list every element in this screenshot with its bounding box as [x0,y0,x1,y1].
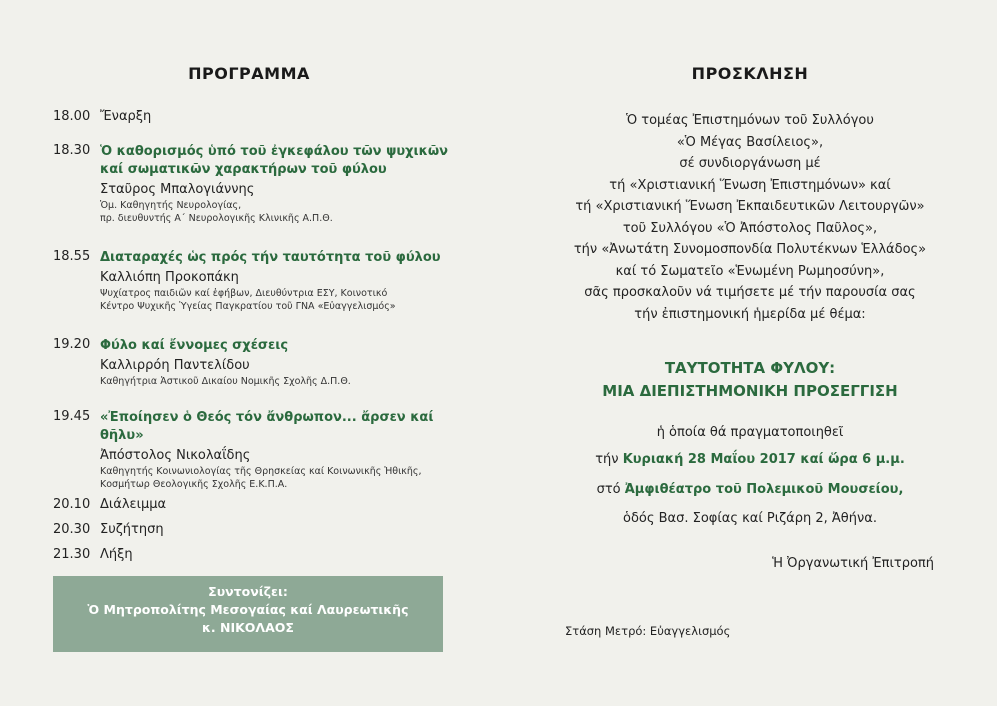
program-text: Λήξη [100,547,133,562]
speaker-name: Καλλιόπη Προκοπάκη [100,270,239,285]
metro-info: Στάση Μετρό: Εὐαγγελισμός [565,624,731,638]
event-address: ὁδός Βασ. Σοφίας καί Ριζάρη 2, Ἀθήνα. [623,511,877,526]
speaker-affiliation: Καθηγητής Κοινωνιολογίας τῆς Θρησκείας καί Κοινωνικῆς Ἠθικῆς, Κοσμήτωρ Θεολογικῆς Σχολῆς Ε.Κ.Π.Α. [100,466,422,490]
speaker-name: Καλλιρρόη Παντελίδου [100,358,250,373]
program-time: 20.30 [53,522,91,537]
event-title: ΤΑΥΤΟΤΗΤΑ ΦΥΛΟΥ: ΜΙΑ ΔΙΕΠΙΣΤΗΜΟΝΙΚΗ ΠΡΟΣΕΓΓΙΣΗ [602,359,898,400]
speaker-affiliation: Ὁμ. Καθηγητής Νευρολογίας, πρ. διευθυντής Α΄ Νευρολογικῆς Κλινικῆς Α.Π.Θ. [100,200,333,224]
coordinator-title: κ. ΝΙΚΟΛΑΟΣ [202,620,294,635]
talk-title: Φύλο καί ἔννομες σχέσεις [100,338,289,353]
invitation-title: ΠΡΟΣΚΛΗΣΗ [691,64,809,83]
talk-title: «Ἐποίησεν ὁ Θεός τόν ἄνθρωπον... ἄρσεν καί θῆλυ» [100,410,434,443]
program-title: ΠΡΟΓΡΑΜΜΑ [188,64,310,83]
program-time: 18.00 [53,109,91,124]
coordinator-name: Ὁ Μητροπολίτης Μεσογαίας καί Λαυρεωτικῆς [87,602,409,617]
talk-title: Ὁ καθορισμός ὑπό τοῦ ἐγκεφάλου τῶν ψυχικῶν καί σωματικῶν χαρακτήρων τοῦ φύλου [100,144,449,177]
coordinator-box [53,576,443,652]
speaker-affiliation: Ψυχίατρος παιδιῶν καί ἐφήβων, Διευθύντρια ΕΣΥ, Κοινοτικό Κέντρο Ψυχικῆς Ὑγείας Παγκρατίου τοῦ ΓΝΑ «Εὐαγγελισμός» [100,288,396,312]
program-time: 18.55 [53,249,91,264]
event-venue: στό Ἀμφιθέατρο τοῦ Πολεμικοῦ Μουσείου, [596,482,904,497]
coordinator-label: Συντονίζει: [208,584,288,599]
program-text: Ἔναρξη [100,109,152,124]
program-text: Διάλειμμα [100,497,167,512]
speaker-name: Σταῦρος Μπαλογιάννης [100,182,255,197]
held-line: ἡ ὁποία θά πραγματοποιηθεῖ [656,425,844,440]
program-time: 19.45 [53,409,91,424]
signature: Ἡ Ὀργανωτική Ἐπιτροπή [772,556,934,571]
event-date: τήν Κυριακή 28 Μαΐου 2017 καί ὥρα 6 μ.μ. [595,452,905,467]
talk-title: Διαταραχές ὡς πρός τήν ταυτότητα τοῦ φύλου [100,250,441,265]
program-time: 20.10 [53,497,91,512]
speaker-name: Ἀπόστολος Νικολαΐδης [100,448,251,463]
program-time: 19.20 [53,337,91,352]
program-text: Συζήτηση [100,522,164,537]
invitation-text: Ὁ τομέας Ἐπιστημόνων τοῦ Συλλόγου «Ὁ Μέγας Βασίλειος», σέ συνδιοργάνωση μέ τή «Χριστιανική Ἕνωση Ἐπιστημόνων» καί τή «Χριστιανική Ἕνωση Ἐκπαιδευτικῶν Λειτουργῶν» τοῦ Συλλόγου «Ὁ Ἀπόστολος Παῦλος», τήν «Ἀνωτάτη Συνομοσπονδία Πολυτέκνων Ἑλλάδος» καί τό Σωματεῖο «Ἑνωμένη Ρωμηοσύνη», σᾶς προσκαλοῦν νά τιμήσετε μέ τήν παρουσία σας τήν ἐπιστημονική ἡμερίδα μέ θέμα: [573,113,927,322]
program-time: 21.30 [53,547,91,562]
speaker-affiliation: Καθηγήτρια Ἀστικοῦ Δικαίου Νομικῆς Σχολῆς Δ.Π.Θ. [100,376,351,387]
program-time: 18.30 [53,143,91,158]
